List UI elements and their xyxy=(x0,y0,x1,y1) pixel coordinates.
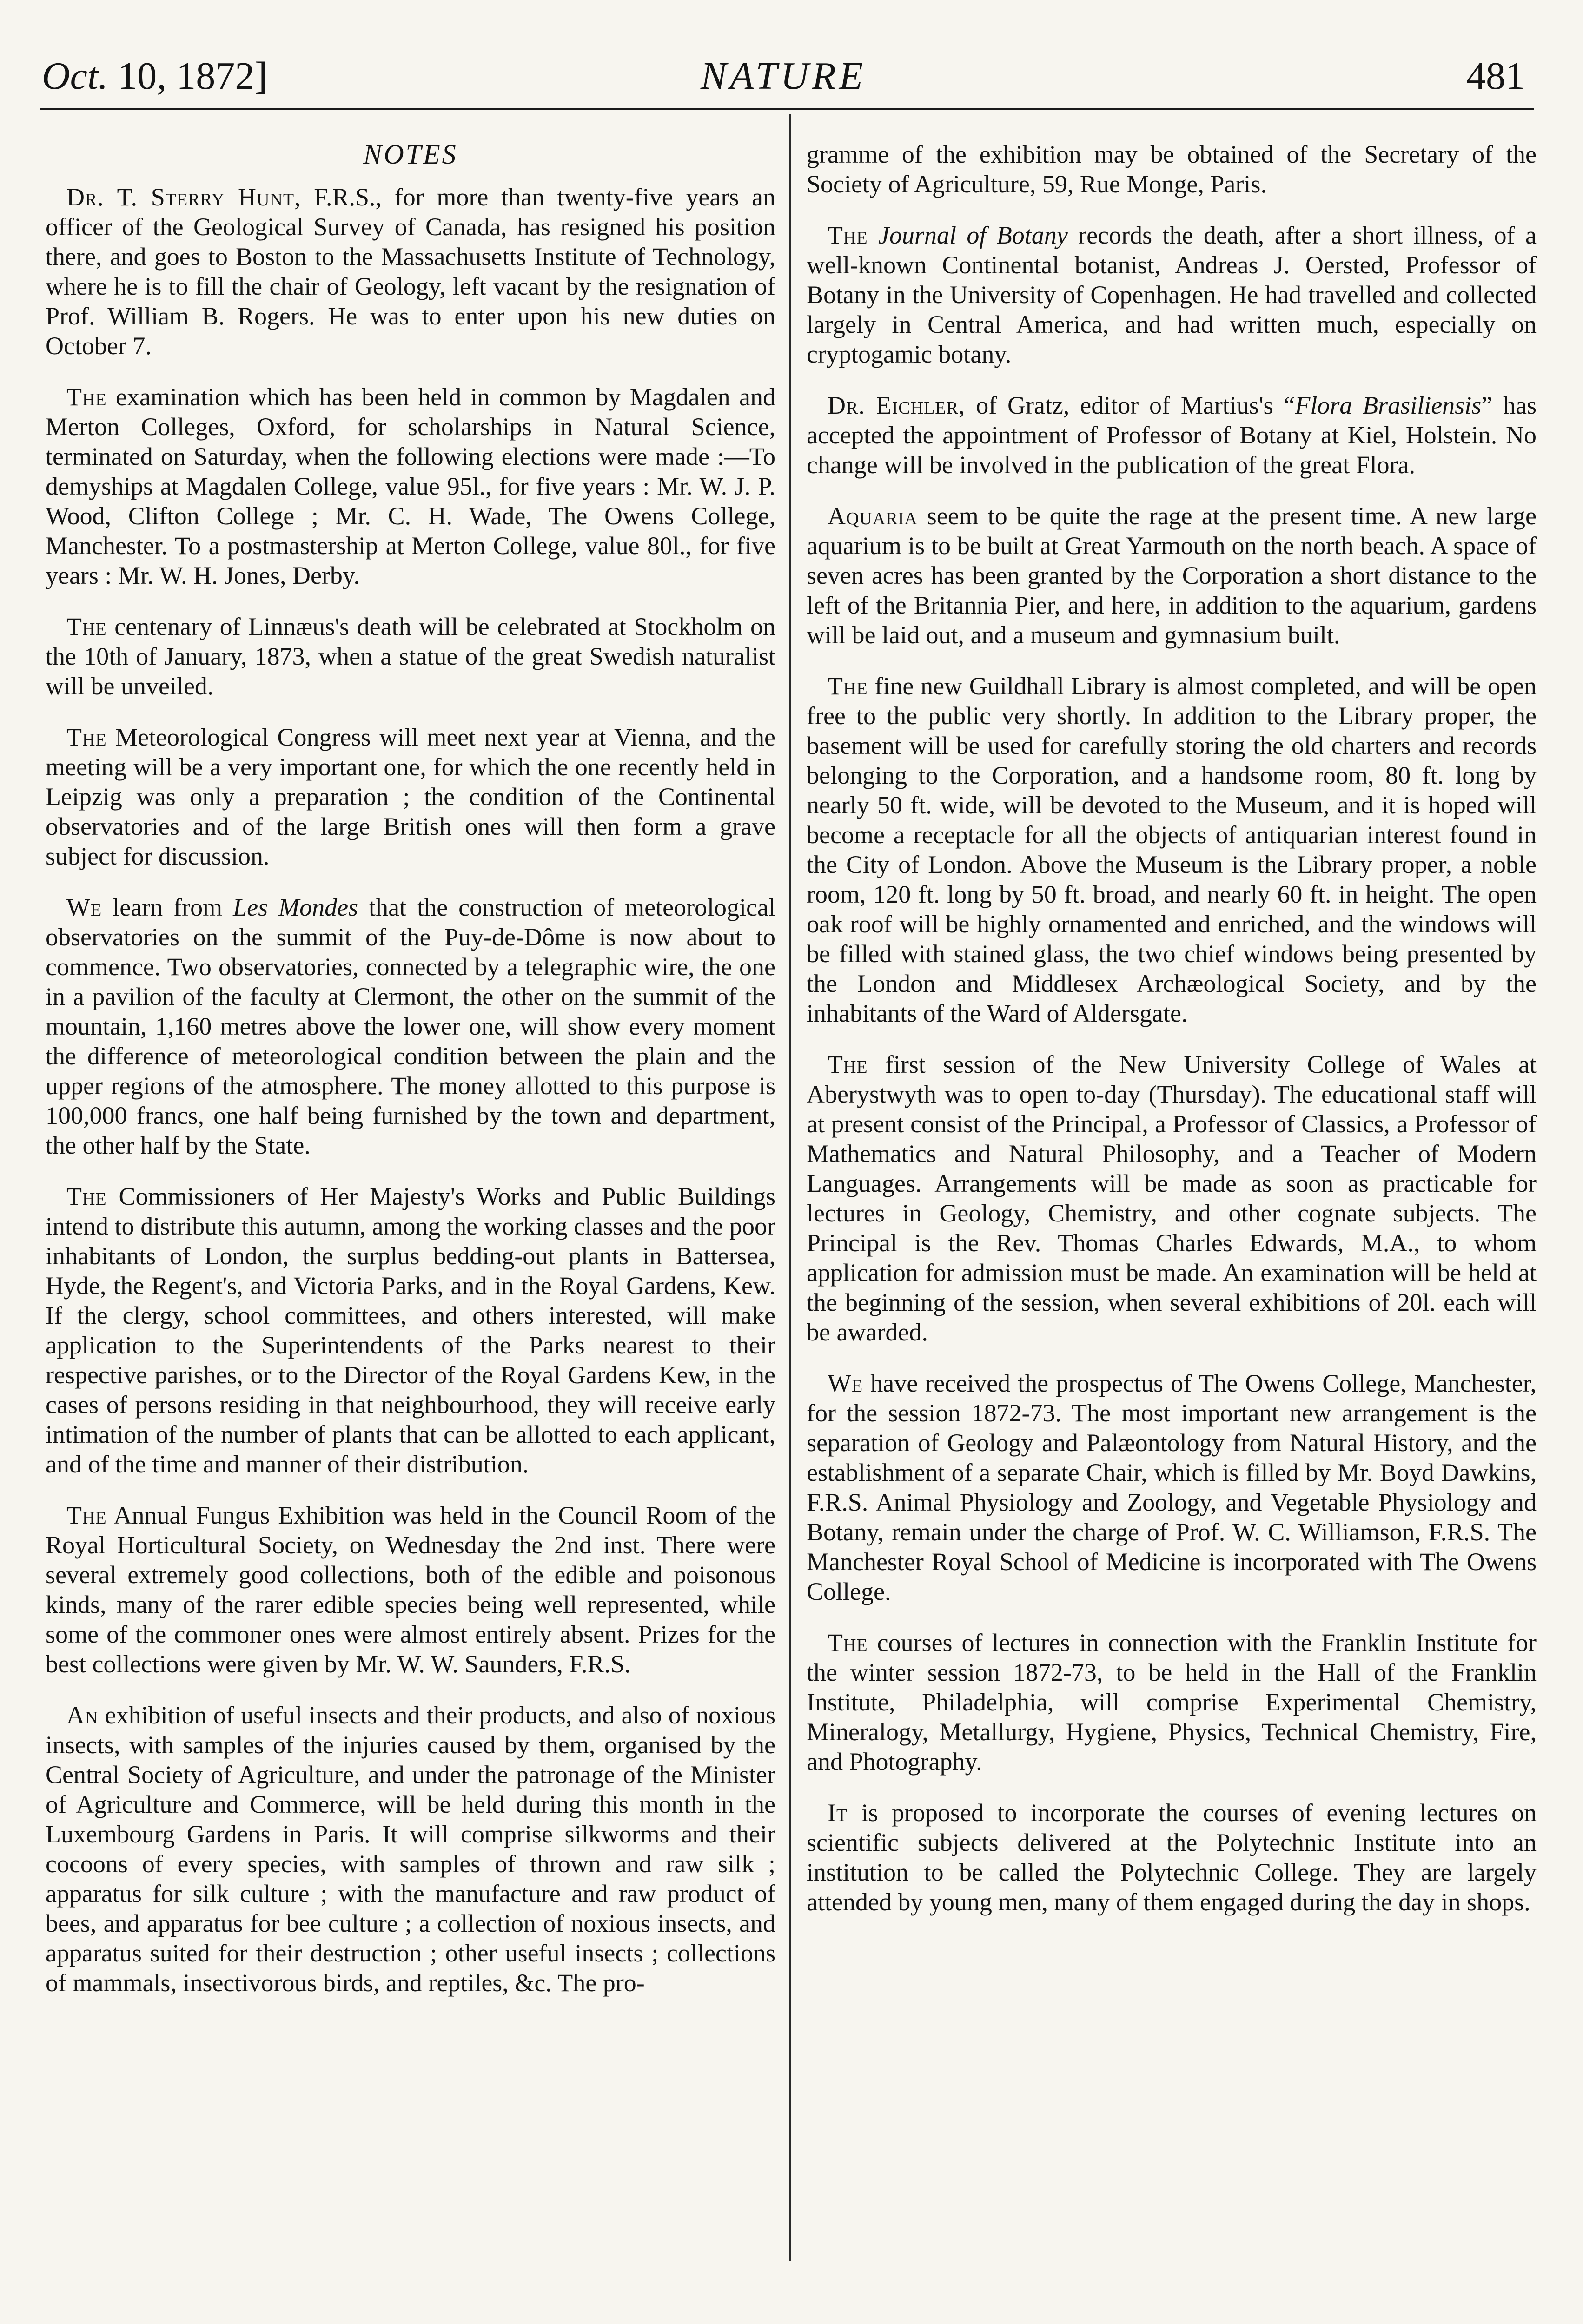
note-paragraph xyxy=(46,612,775,701)
paragraph-text: seem to be quite the rage at the present time. A new large aquarium is to be built at Great Yarmouth on the north beach. A space of seven acres has been granted by the Corporation a short distance to the left of the Britannia Pier, and here, in addition to the aquarium, gardens will be laid out, and a museum and gymnasium built. xyxy=(807,502,1537,649)
paragraph-text: courses of lectures in connection with the Franklin Institute for the winter session 1872-73, to be held in the Hall of the Franklin Institute, Philadelphia, will comprise Experimental Chemistry, Mineralogy, Metallurgy, Hygiene, Physics, Technical Chemistry, Fire, and Photography. xyxy=(807,1629,1537,1776)
paragraph-text: centenary of Linnæus's death will be celebrated at Stockholm on the 10th of January, 1873, when a statue of the great Swedish naturalist will be unveiled. xyxy=(46,613,775,700)
italic-title: Flora Brasiliensis xyxy=(1295,391,1482,419)
paragraph-lead: We xyxy=(66,893,102,921)
note-paragraph xyxy=(46,1700,775,1998)
date-rest: 10, 1872] xyxy=(118,54,268,98)
paragraph-text: is proposed to incorporate the courses of evening lectures on scientific subjects delivered at the Polytechnic Institute into an institution to be called the Polytechnic College. They are largely attended by young men, many of them engaged during the day in shops. xyxy=(807,1799,1537,1916)
paragraph-text: F.R.S., for more than twenty-five years an officer of the Geological Survey of Canada, has resigned his position there, and goes to Boston to the Massachusetts Institute of Technology, where he is to fill the chair of Geology, left vacant by the resignation of Prof. William B. Rogers. He was to enter upon his new duties on October 7. xyxy=(46,183,776,360)
left-column xyxy=(46,139,775,2019)
paragraph-lead: The xyxy=(828,1629,868,1657)
paragraph-text: ” has accepted the appointment of Professor of Botany at Kiel, Holstein. No change will be involved in the publication of the great Flora. xyxy=(807,391,1537,479)
note-paragraph xyxy=(46,892,775,1160)
paragraph-lead: An xyxy=(66,1701,99,1729)
note-paragraph xyxy=(46,1182,775,1479)
paragraph-text: Commissioners of Her Majesty's Works and Public Buildings intend to distribute this autumn, among the working classes and the poor inhabitants of London, the surplus bedding-out plants in Battersea, Hyde, the Regent's, and Victoria Parks, and in the Royal Gardens, Kew. If the clergy, school committees, and others interested, will make application to the Superintendents of the Parks nearest to their respective parishes, or to the Director of the Royal Gardens Kew, in the cases of persons residing in that neighbourhood, they will receive early intimation of the number of plants that can be allotted to each applicant, and of the time and manner of their distribution. xyxy=(46,1182,775,1478)
paragraph-lead: The xyxy=(66,723,107,751)
note-paragraph xyxy=(807,501,1537,650)
paragraph-text: exhibition of useful insects and their products, and also of noxious insects, with samples of the injuries caused by them, organised by the Central Society of Agriculture, and under the patronage of the Minister of Agriculture and Commerce, will be held during this month in the Luxembourg Gardens in Paris. It will comprise silkworms and their cocoons of every species, with samples of thrown and raw silk ; apparatus for silk culture ; with the manufacture and raw product of bees, and apparatus for bee culture ; a collection of noxious insects, and apparatus suited for their destruction ; other useful insects ; collections of mammals, insectivorous birds, and reptiles, &c. The pro- xyxy=(46,1701,775,1997)
paragraph-lead: Dr. T. Sterry Hunt, xyxy=(66,183,301,211)
note-paragraph xyxy=(46,1500,775,1679)
note-paragraph xyxy=(807,390,1537,480)
paragraph-lead: The xyxy=(66,1501,107,1529)
paragraph-text: first session of the New University College of Wales at Aberystwyth was to open to-day (Thursday). The educational staff will at present consist of the Principal, a Professor of Classics, a Professor of Mathematics and Natural Philosophy, and a Teacher of Modern Languages. Arrangements will be made as soon as practicable for lectures in Geology, Chemistry, and other cognate subjects. The Principal is the Rev. Thomas Charles Edwards, M.A., to whom application for admission must be made. An examination will be held at the beginning of the session, when several exhibitions of 20l. each will be awarded. xyxy=(807,1050,1537,1346)
paragraph-lead: The xyxy=(66,1182,107,1210)
paragraph-text-before: of Gratz, editor of Martius's “ xyxy=(965,391,1295,419)
note-paragraph xyxy=(46,382,775,590)
paragraph-text: have received the prospectus of The Owens College, Manchester, for the session 1872-73. The most important new arrangement is the separation of Geology and Palæontology from Natural History, and the establishment of a separate Chair, which is filled by Mr. Boyd Dawkins, F.R.S. Animal Physiology and Zoology, and Vegetable Physiology and Botany, remain under the charge of Prof. W. C. Williamson, F.R.S. The Manchester Royal School of Medicine is incorporated with The Owens College. xyxy=(807,1369,1537,1605)
note-paragraph xyxy=(807,220,1537,369)
paragraph-text-before: learn from xyxy=(102,893,233,921)
paragraph-lead: Aquaria xyxy=(828,502,918,530)
note-paragraph xyxy=(807,1628,1537,1776)
note-paragraph xyxy=(46,182,775,361)
paragraph-lead: Dr. Eichler, xyxy=(828,391,966,419)
paragraph-text: Annual Fungus Exhibition was held in the Council Room of the Royal Horticultural Society, on Wednesday the 2nd inst. There were several extremely good collections, both of the edible and poisonous kinds, many of the rarer edible species being well represented, while some of the commoner ones were almost entirely absent. Prizes for the best collections were given by Mr. W. W. Saunders, F.R.S. xyxy=(46,1501,775,1678)
paragraph-lead: The xyxy=(66,383,107,411)
paragraph-text: that the construction of meteorological observatories on the summit of the Puy-de-Dôme is now about to commence. Two observatories, connected by a telegraphic wire, the one in a pavilion of the faculty at Clermont, the other on the summit of the mountain, 1,160 metres above the lower one, will show every moment the difference of meteorological condition between the plain and the upper regions of the atmosphere. The money allotted to this purpose is 100,000 francs, one half being furnished by the town and department, the other half by the State. xyxy=(46,893,775,1159)
note-paragraph xyxy=(807,671,1537,1028)
note-paragraph xyxy=(807,1368,1537,1606)
section-title: NOTES xyxy=(363,139,458,170)
italic-title: Les Mondes xyxy=(233,893,358,921)
paragraph-text: Meteorological Congress will meet next year at Vienna, and the meeting will be a very important one, for which the one recently held in Leipzig was only a preparation ; the condition of the Continental observatories and of the large British ones will then form a grave subject for discussion. xyxy=(46,723,775,870)
paragraph-lead: The xyxy=(66,613,107,640)
journal-title: NATURE xyxy=(700,54,867,98)
header-rule xyxy=(40,108,1534,110)
page-number: 481 xyxy=(1466,54,1525,98)
paragraph-text: records the death, after a short illness, of a well-known Continental botanist, Andreas J. Oersted, Professor of Botany in the University of Copenhagen. He had travelled and collected largely in Central America, and had written much, especially on cryptogamic botany. xyxy=(807,221,1537,368)
paragraph-text-before xyxy=(868,221,878,249)
note-paragraph xyxy=(807,1050,1537,1347)
note-paragraph xyxy=(807,1798,1537,1917)
paragraph-lead: We xyxy=(828,1369,863,1397)
paragraph-text: examination which has been held in common by Magdalen and Merton Colleges, Oxford, for scholarships in Natural Science, terminated on Saturday, when the following elections were made :—To demyships at Magdalen College, value 95l., for five years : Mr. W. J. P. Wood, Clifton College ; Mr. C. H. Wade, The Owens College, Manchester. To a postmastership at Merton College, value 80l., for five years : Mr. W. H. Jones, Derby. xyxy=(46,383,775,589)
italic-title: Journal of Botany xyxy=(878,221,1068,249)
date-month: Oct. xyxy=(42,54,108,98)
paragraph-lead: The xyxy=(828,672,868,700)
running-header xyxy=(42,53,1525,109)
paragraph-text: fine new Guildhall Library is almost completed, and will be open free to the public very shortly. In addition to the Library proper, the basement will be used for carefully storing the old charters and records belonging to the Corporation, and a handsome room, 80 ft. long by nearly 50 ft. wide, will be devoted to the Museum, and it is hoped will become a receptacle for all the objects of antiquarian interest found in the City of London. Above the Museum is the Library proper, a noble room, 120 ft. long by 50 ft. broad, and nearly 60 ft. in height. The open oak roof will be highly ornamented and enriched, and the windows will be filled with stained glass, the two chief windows being presented by the London and Middlesex Archæological Society, and by the inhabitants of the Ward of Aldersgate. xyxy=(807,672,1537,1027)
note-paragraph xyxy=(46,722,775,871)
paragraph-text: gramme of the exhibition may be obtained of the Secretary of the Society of Agriculture, 59, Rue Monge, Paris. xyxy=(807,140,1537,198)
column-rule xyxy=(789,114,791,2261)
note-paragraph-continued xyxy=(807,139,1537,199)
paragraph-lead: The xyxy=(828,221,868,249)
paragraph-lead: It xyxy=(828,1799,848,1827)
right-column xyxy=(807,139,1537,1938)
paragraph-lead: The xyxy=(828,1050,868,1078)
